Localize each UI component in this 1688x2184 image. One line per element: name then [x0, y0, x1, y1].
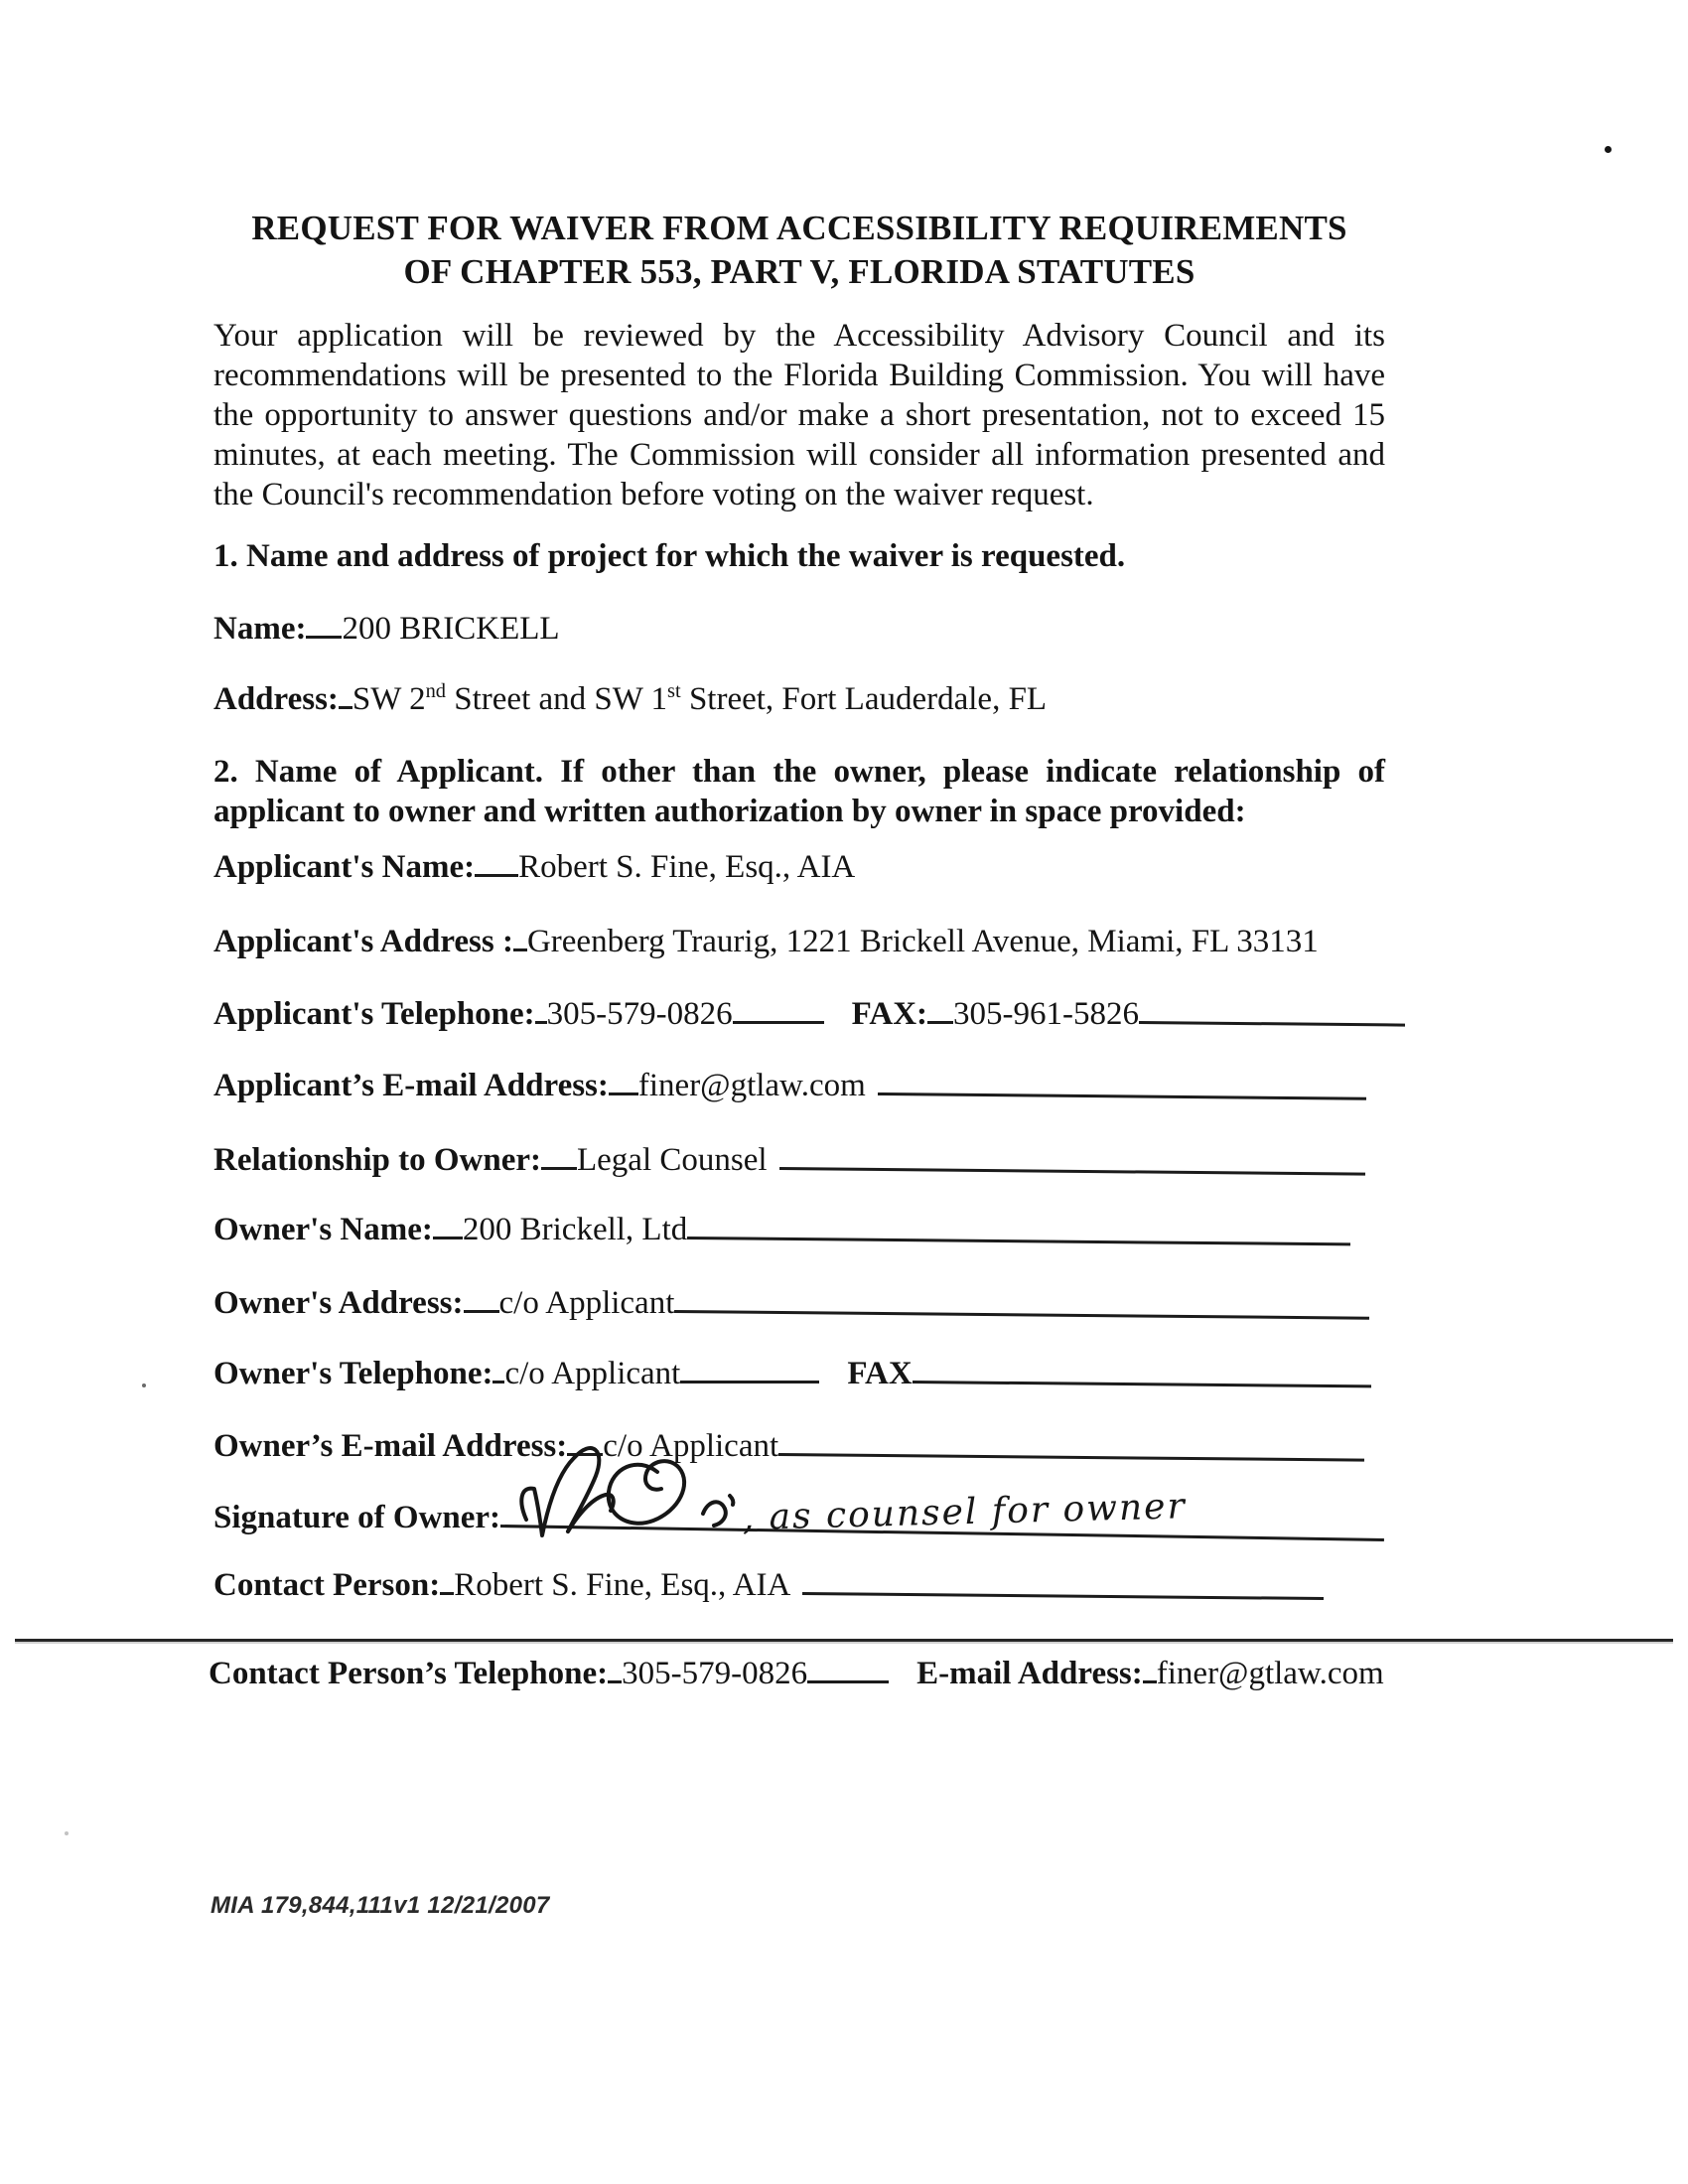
owner-name-label: Owner's Name:: [213, 1212, 433, 1247]
contact-person-value: Robert S. Fine, Esq., AIA: [454, 1567, 791, 1603]
owner-address-value: c/o Applicant: [498, 1285, 675, 1321]
fill-line: [475, 862, 518, 877]
fill-line: [802, 1580, 1324, 1600]
fill-line: [878, 1081, 1366, 1100]
scan-speck: [65, 1831, 69, 1835]
fill-line: [339, 694, 352, 709]
project-name-row: [213, 609, 560, 650]
relationship-row: [213, 1140, 1365, 1181]
owner-phone-value: c/o Applicant: [504, 1356, 681, 1391]
section2-heading: 2. Name of Applicant. If other than the owner, please indicate relationship of applicant to owner and written authorization by owner in space provided:: [213, 754, 1385, 829]
applicant-phone-row: [213, 994, 1405, 1035]
applicant-phone-label: Applicant's Telephone:: [213, 996, 535, 1032]
fill-line: [492, 1369, 504, 1383]
applicant-phone-value: 305-579-0826: [546, 996, 733, 1032]
owner-email-label: Owner’s E-mail Address:: [213, 1428, 568, 1464]
owner-phone-row: [213, 1354, 1371, 1394]
fill-line: [733, 1009, 824, 1024]
project-name-value: 200 BRICKELL: [342, 611, 560, 647]
fill-line: [500, 1513, 1384, 1541]
section1-heading: 1. Name and address of project for which the waiver is requested.: [213, 538, 1126, 574]
owner-signature-label: Signature of Owner:: [213, 1500, 501, 1535]
applicant-email-row: [213, 1066, 1366, 1106]
applicant-fax-label: FAX:: [851, 996, 928, 1032]
applicant-name-label: Applicant's Name:: [213, 849, 476, 885]
owner-name-value: 200 Brickell, Ltd: [462, 1212, 688, 1247]
owner-address-label: Owner's Address:: [213, 1285, 464, 1321]
contact-person-label: Contact Person:: [213, 1567, 441, 1603]
signature-stroke: [730, 1496, 733, 1505]
scan-speck: [142, 1383, 146, 1387]
document-page: [213, 0, 1385, 1603]
relationship-label: Relationship to Owner:: [213, 1142, 541, 1178]
contact-phone-label: Contact Person’s Telephone:: [209, 1656, 609, 1691]
project-address-row: [213, 679, 1047, 720]
fill-line: [513, 937, 527, 951]
fill-line: [674, 1298, 1369, 1320]
owner-signature-row: [213, 1486, 1385, 1538]
ordinal-superscript: st: [667, 680, 681, 702]
page-title-line2: OF CHAPTER 553, PART V, FLORIDA STATUTES: [403, 252, 1196, 291]
project-address-label: Address:: [213, 681, 339, 717]
fill-line: [464, 1298, 499, 1313]
fill-line: [778, 1441, 1364, 1462]
applicant-address-value: Greenberg Traurig, 1221 Brickell Avenue, Miami, FL 33131: [526, 924, 1319, 959]
contact-person-row: [213, 1565, 1324, 1606]
fill-line: [1143, 1669, 1157, 1683]
fill-line: [779, 1155, 1365, 1176]
fill-line: [687, 1225, 1350, 1245]
contact-phone-row: [209, 1654, 1384, 1694]
project-name-label: Name:: [213, 611, 307, 647]
fill-line: [913, 1369, 1371, 1387]
fill-line: [608, 1669, 622, 1683]
applicant-email-value: finer@gtlaw.com: [637, 1068, 866, 1103]
applicant-email-label: Applicant’s E-mail Address:: [213, 1068, 609, 1103]
relationship-value: Legal Counsel: [577, 1142, 768, 1178]
fill-line: [807, 1669, 889, 1683]
applicant-name-row: [213, 847, 855, 888]
fill-line: [541, 1155, 577, 1170]
applicant-fax-value: 305-961-5826: [953, 996, 1140, 1032]
owner-email-row: [213, 1426, 1364, 1467]
owner-fax-label: FAX: [847, 1356, 913, 1391]
contact-phone-value: 305-579-0826: [622, 1656, 808, 1691]
fill-line: [1139, 1009, 1405, 1027]
owner-email-value: c/o Applicant: [603, 1428, 779, 1464]
document-footer-reference: MIA 179,844,111v1 12/21/2007: [211, 1892, 550, 1919]
fill-line: [609, 1081, 638, 1095]
project-address-value: SW 2nd Street and SW 1st Street, Fort Lauderdale, FL: [352, 680, 1048, 717]
owner-name-row: [213, 1210, 1350, 1250]
fill-line: [535, 1009, 547, 1024]
applicant-address-row: [213, 922, 1319, 962]
applicant-address-label: Applicant's Address :: [213, 924, 513, 959]
fill-line: [433, 1225, 463, 1239]
contact-email-value: finer@gtlaw.com: [1156, 1656, 1384, 1691]
fill-line: [306, 624, 342, 639]
intro-paragraph: Your application will be reviewed by the Accessibility Advisory Council and its recommendations will be presented to the Florida Building Commission. You will have the opportunity to answer questions and/or make a short presentation, not to exceed 15 minutes, at each meeting. The Commission will consider all information presented and the Council's recommendation before voting on the waiver request.: [213, 318, 1385, 512]
scan-speck: [1605, 146, 1612, 153]
signature-annotation: , as counsel for owner: [742, 1486, 1188, 1538]
owner-address-row: [213, 1283, 1369, 1324]
applicant-name-value: Robert S. Fine, Esq., AIA: [518, 849, 856, 885]
fill-line: [680, 1369, 819, 1383]
fill-line: [440, 1580, 454, 1595]
fill-line: [567, 1441, 603, 1456]
page-divider-line: [15, 1639, 1673, 1642]
ordinal-superscript: nd: [425, 680, 447, 702]
page-title-line1: REQUEST FOR WAIVER FROM ACCESSIBILITY REQUIREMENTS: [251, 209, 1347, 247]
fill-line: [927, 1009, 953, 1024]
page-title: [213, 207, 1385, 294]
contact-email-label: E-mail Address:: [916, 1656, 1143, 1691]
owner-phone-label: Owner's Telephone:: [213, 1356, 493, 1391]
